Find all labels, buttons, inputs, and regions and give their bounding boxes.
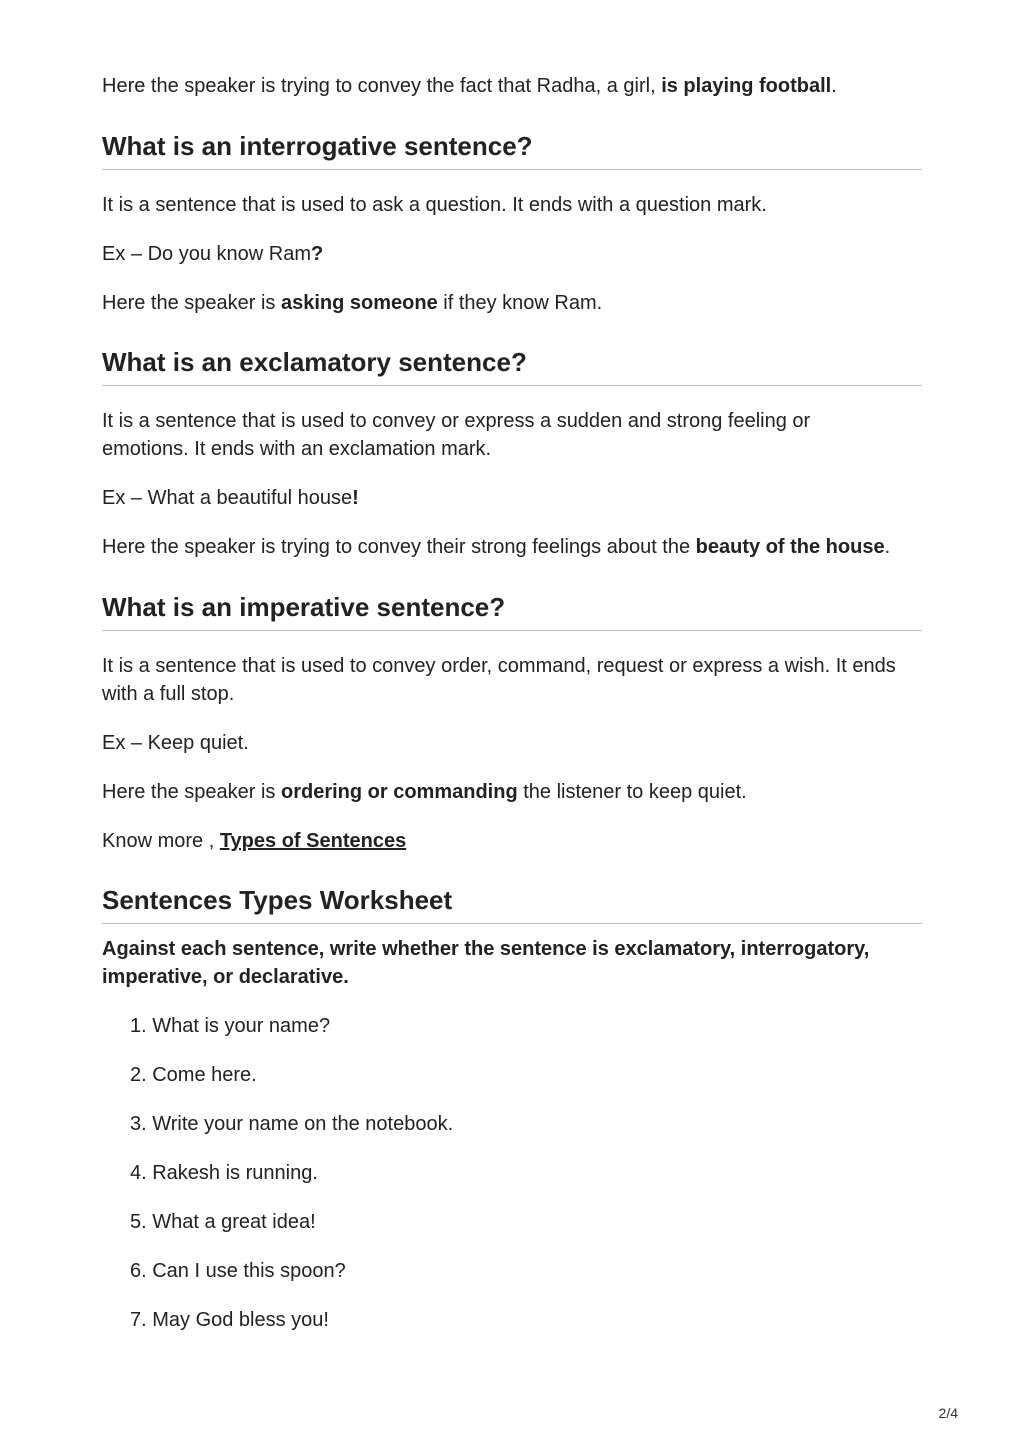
interrogative-explanation	[102, 289, 602, 317]
exclamatory-definition-line2: emotions. It ends with an exclamation mark.	[102, 438, 492, 460]
imperative-explain-text: Here the speaker is	[102, 781, 281, 803]
page-number: 2/4	[938, 1405, 958, 1421]
types-of-sentences-link[interactable]: Types of Sentences	[219, 830, 407, 852]
exclamatory-example	[102, 484, 359, 512]
exclamatory-explain-end: .	[884, 536, 891, 558]
interrogative-example-mark: ?	[310, 243, 324, 265]
worksheet-heading: Sentences Types Worksheet	[102, 885, 453, 915]
list-item: 5. What a great idea!	[130, 1211, 316, 1233]
worksheet-divider	[102, 923, 922, 924]
know-more-text: Know more ,	[102, 830, 220, 852]
imperative-definition-line2: with a full stop.	[102, 683, 235, 705]
imperative-heading: What is an imperative sentence?	[102, 592, 506, 622]
imperative-explain-bold: ordering or commanding	[280, 781, 518, 803]
interrogative-example-text: Ex – Do you know Ram	[102, 243, 311, 265]
list-item: 1. What is your name?	[130, 1015, 331, 1037]
exclamatory-explain-bold: beauty of the house	[695, 536, 885, 558]
exclamatory-definition-line1: It is a sentence that is used to convey or express a sudden and strong feeling or	[102, 410, 811, 432]
list-item: 7. May God bless you!	[130, 1309, 329, 1331]
exclamatory-divider	[102, 385, 922, 386]
intro-bold: is playing football	[661, 75, 832, 97]
interrogative-explain-text: Here the speaker is	[102, 292, 281, 314]
list-item: 4. Rakesh is running.	[130, 1162, 318, 1184]
intro-text: Here the speaker is trying to convey the fact that Radha, a girl,	[102, 75, 662, 97]
intro-paragraph	[102, 72, 837, 100]
interrogative-heading: What is an interrogative sentence?	[102, 131, 533, 161]
worksheet-instruction-line2: imperative, or declarative.	[102, 966, 349, 988]
imperative-example: Ex – Keep quiet.	[102, 732, 249, 754]
intro-end: .	[831, 75, 837, 97]
list-item: 3. Write your name on the notebook.	[130, 1113, 454, 1135]
imperative-divider	[102, 630, 922, 631]
imperative-explain-end: the listener to keep quiet.	[517, 781, 747, 803]
exclamatory-example-mark: !	[352, 487, 359, 509]
interrogative-example	[102, 240, 323, 268]
interrogative-explain-bold: asking someone	[280, 292, 438, 314]
know-more-line	[102, 827, 406, 855]
interrogative-explain-end: if they know Ram.	[437, 292, 603, 314]
exclamatory-explain-text: Here the speaker is trying to convey their strong feelings about the	[102, 536, 696, 558]
exclamatory-heading: What is an exclamatory sentence?	[102, 347, 527, 377]
worksheet-instruction-line1: Against each sentence, write whether the sentence is exclamatory, interrogatory,	[102, 938, 870, 960]
imperative-explanation	[102, 778, 747, 806]
exclamatory-explanation	[102, 533, 890, 561]
imperative-definition-line1: It is a sentence that is used to convey order, command, request or express a wish. It ends	[102, 655, 896, 677]
exclamatory-example-text: Ex – What a beautiful house	[102, 487, 353, 509]
interrogative-definition: It is a sentence that is used to ask a question. It ends with a question mark.	[102, 194, 767, 216]
list-item: 2. Come here.	[130, 1064, 257, 1086]
list-item: 6. Can I use this spoon?	[130, 1260, 346, 1282]
interrogative-divider	[102, 169, 922, 170]
